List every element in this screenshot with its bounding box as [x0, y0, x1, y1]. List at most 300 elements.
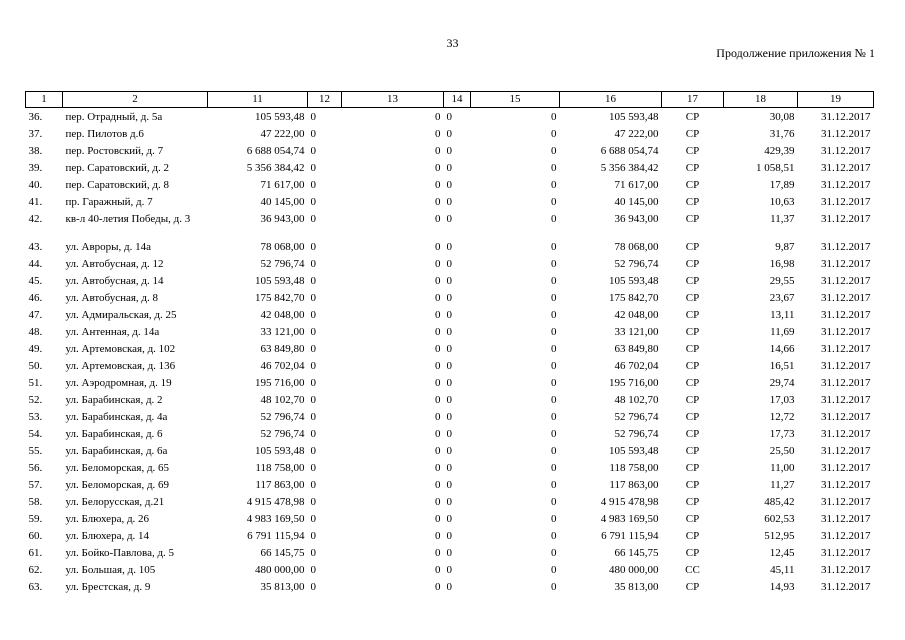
- value-col14: 0: [446, 512, 452, 525]
- address: ул. Автобусная, д. 14: [65, 274, 164, 287]
- address: ул. Барабинская, д. 6а: [65, 444, 168, 457]
- value-col12: 0: [310, 427, 316, 440]
- value-col13: 0: [435, 410, 441, 423]
- value-col14: 0: [446, 393, 452, 406]
- date-col19: 31.12.2017: [821, 212, 871, 225]
- row-number: 59.: [28, 512, 43, 525]
- table-row: [26, 210, 874, 238]
- value-col12: 0: [310, 376, 316, 389]
- amount-col16: 5 356 384,42: [600, 161, 659, 174]
- value-col18: 17,89: [769, 178, 795, 191]
- value-col12: 0: [310, 444, 316, 457]
- amount-col11: 36 943,00: [260, 212, 305, 225]
- address: пер. Саратовский, д. 8: [65, 178, 169, 191]
- address: пер. Саратовский, д. 2: [65, 161, 169, 174]
- date-col19: 31.12.2017: [821, 529, 871, 542]
- value-col12: 0: [310, 512, 316, 525]
- value-col12: 0: [310, 342, 316, 355]
- table-row: [26, 159, 874, 176]
- value-col15: 0: [551, 512, 557, 525]
- value-col13: 0: [435, 257, 441, 270]
- value-col14: 0: [446, 257, 452, 270]
- row-number: 63.: [28, 580, 43, 593]
- amount-col11: 66 145,75: [260, 546, 305, 559]
- value-col13: 0: [435, 495, 441, 508]
- value-col13: 0: [435, 274, 441, 287]
- value-col15: 0: [551, 580, 557, 593]
- amount-col16: 52 796,74: [614, 427, 659, 440]
- table-row: [26, 425, 874, 442]
- value-col18: 17,73: [769, 427, 795, 440]
- value-col14: 0: [446, 291, 452, 304]
- code-col17: СР: [685, 342, 700, 355]
- value-col18: 13,11: [770, 308, 795, 321]
- value-col15: 0: [551, 325, 557, 338]
- value-col18: 485,42: [764, 495, 795, 508]
- date-col19: 31.12.2017: [821, 359, 871, 372]
- code-col17: СР: [685, 546, 700, 559]
- code-col17: СР: [685, 410, 700, 423]
- data-table: [25, 91, 874, 595]
- value-col13: 0: [435, 563, 441, 576]
- value-col13: 0: [435, 529, 441, 542]
- code-col17: СР: [685, 512, 700, 525]
- code-col17: СР: [685, 393, 700, 406]
- value-col14: 0: [446, 240, 452, 253]
- amount-col16: 52 796,74: [614, 410, 659, 423]
- value-col12: 0: [310, 257, 316, 270]
- amount-col11: 195 716,00: [255, 376, 305, 389]
- row-number: 40.: [28, 178, 43, 191]
- table-row: [26, 125, 874, 142]
- row-number: 61.: [28, 546, 43, 559]
- address: ул. Антенная, д. 14а: [65, 325, 160, 338]
- amount-col16: 63 849,80: [614, 342, 659, 355]
- value-col15: 0: [551, 342, 557, 355]
- table-row: [26, 357, 874, 374]
- code-col17: СР: [685, 308, 700, 321]
- value-col18: 12,45: [769, 546, 795, 559]
- address: ул. Большая, д. 105: [65, 563, 156, 576]
- value-col12: 0: [310, 127, 316, 140]
- value-col15: 0: [551, 144, 557, 157]
- value-col15: 0: [551, 376, 557, 389]
- value-col15: 0: [551, 393, 557, 406]
- value-col13: 0: [435, 111, 441, 123]
- value-col14: 0: [446, 178, 452, 191]
- value-col12: 0: [310, 195, 316, 208]
- value-col13: 0: [435, 393, 441, 406]
- value-col13: 0: [435, 212, 441, 225]
- column-header: 2: [63, 92, 208, 108]
- row-number: 53.: [28, 410, 43, 423]
- table-row: [26, 408, 874, 425]
- table-header-row: [26, 92, 874, 108]
- code-col17: СР: [685, 376, 700, 389]
- value-col12: 0: [310, 308, 316, 321]
- date-col19: 31.12.2017: [821, 161, 871, 174]
- value-col18: 23,67: [769, 291, 795, 304]
- value-col14: 0: [446, 563, 452, 576]
- amount-col16: 4 915 478,98: [600, 495, 659, 508]
- table-row: [26, 374, 874, 391]
- address: пер. Ростовский, д. 7: [65, 144, 164, 157]
- value-col13: 0: [435, 342, 441, 355]
- value-col15: 0: [551, 257, 557, 270]
- value-col14: 0: [446, 195, 452, 208]
- address: ул. Артемовская, д. 136: [65, 359, 176, 372]
- value-col13: 0: [435, 178, 441, 191]
- value-col13: 0: [435, 478, 441, 491]
- value-col15: 0: [551, 240, 557, 253]
- amount-col11: 4 983 169,50: [246, 512, 305, 525]
- row-number: 36.: [28, 111, 43, 123]
- code-col17: СР: [685, 444, 700, 457]
- value-col12: 0: [310, 240, 316, 253]
- table-row: [26, 289, 874, 306]
- row-number: 45.: [28, 274, 43, 287]
- amount-col11: 42 048,00: [260, 308, 305, 321]
- column-header: 14: [444, 92, 471, 108]
- value-col15: 0: [551, 444, 557, 457]
- date-col19: 31.12.2017: [821, 195, 871, 208]
- date-col19: 31.12.2017: [821, 240, 871, 253]
- value-col13: 0: [435, 127, 441, 140]
- table-row: [26, 340, 874, 357]
- value-col13: 0: [435, 161, 441, 174]
- column-header: 16: [560, 92, 662, 108]
- value-col14: 0: [446, 444, 452, 457]
- date-col19: 31.12.2017: [821, 546, 871, 559]
- amount-col16: 195 716,00: [609, 376, 659, 389]
- value-col14: 0: [446, 495, 452, 508]
- value-col15: 0: [551, 410, 557, 423]
- value-col18: 1 058,51: [756, 161, 795, 174]
- value-col14: 0: [446, 410, 452, 423]
- value-col14: 0: [446, 529, 452, 542]
- amount-col16: 48 102,70: [614, 393, 659, 406]
- table-row: [26, 238, 874, 255]
- table-row: [26, 306, 874, 323]
- value-col14: 0: [446, 427, 452, 440]
- table-row: [26, 510, 874, 527]
- value-col12: 0: [310, 580, 316, 593]
- date-col19: 31.12.2017: [821, 342, 871, 355]
- value-col14: 0: [446, 359, 452, 372]
- address: ул. Барабинская, д. 4а: [65, 410, 168, 423]
- code-col17: СР: [685, 144, 700, 157]
- row-number: 55.: [28, 444, 43, 457]
- value-col13: 0: [435, 512, 441, 525]
- date-col19: 31.12.2017: [821, 127, 871, 140]
- table-row: [26, 459, 874, 476]
- code-col17: СР: [685, 111, 700, 123]
- amount-col16: 175 842,70: [609, 291, 659, 304]
- table-row: [26, 193, 874, 210]
- value-col14: 0: [446, 274, 452, 287]
- address: ул. Беломорская, д. 69: [65, 478, 170, 491]
- column-header: 1: [26, 92, 63, 108]
- column-header: 13: [342, 92, 444, 108]
- amount-col11: 5 356 384,42: [246, 161, 305, 174]
- value-col18: 512,95: [764, 529, 795, 542]
- date-col19: 31.12.2017: [821, 291, 871, 304]
- amount-col11: 6 791 115,94: [247, 529, 305, 542]
- value-col12: 0: [310, 461, 316, 474]
- value-col15: 0: [551, 161, 557, 174]
- amount-col16: 35 813,00: [614, 580, 659, 593]
- code-col17: СР: [685, 195, 700, 208]
- amount-col11: 33 121,00: [260, 325, 305, 338]
- value-col13: 0: [435, 240, 441, 253]
- value-col18: 14,93: [769, 580, 795, 593]
- code-col17: СР: [685, 212, 700, 225]
- code-col17: СР: [685, 495, 700, 508]
- amount-col11: 52 796,74: [260, 410, 305, 423]
- amount-col11: 117 863,00: [255, 478, 305, 491]
- value-col13: 0: [435, 195, 441, 208]
- amount-col11: 48 102,70: [260, 393, 305, 406]
- column-header: 15: [471, 92, 560, 108]
- value-col15: 0: [551, 291, 557, 304]
- row-number: 50.: [28, 359, 43, 372]
- date-col19: 31.12.2017: [821, 274, 871, 287]
- address: кв-л 40-летия Победы, д. 3: [65, 212, 191, 225]
- code-col17: СР: [685, 178, 700, 191]
- value-col14: 0: [446, 342, 452, 355]
- amount-col11: 4 915 478,98: [246, 495, 305, 508]
- column-header: 18: [724, 92, 798, 108]
- code-col17: СР: [685, 291, 700, 304]
- code-col17: СР: [685, 257, 700, 270]
- value-col15: 0: [551, 546, 557, 559]
- code-col17: СР: [685, 274, 700, 287]
- value-col18: 29,74: [769, 376, 795, 389]
- amount-col16: 78 068,00: [614, 240, 659, 253]
- value-col18: 29,55: [769, 274, 795, 287]
- value-col18: 16,51: [769, 359, 795, 372]
- value-col18: 11,27: [770, 478, 795, 491]
- value-col14: 0: [446, 212, 452, 225]
- amount-col16: 71 617,00: [614, 178, 659, 191]
- value-col13: 0: [435, 144, 441, 157]
- column-header: 11: [208, 92, 308, 108]
- table-row: [26, 527, 874, 544]
- value-col14: 0: [446, 161, 452, 174]
- value-col15: 0: [551, 359, 557, 372]
- value-col14: 0: [446, 580, 452, 593]
- code-col17: СР: [685, 325, 700, 338]
- value-col15: 0: [551, 127, 557, 140]
- row-number: 56.: [28, 461, 43, 474]
- column-header: 12: [308, 92, 342, 108]
- amount-col16: 6 791 115,94: [601, 529, 659, 542]
- value-col15: 0: [551, 461, 557, 474]
- column-header: 17: [662, 92, 724, 108]
- code-col17: СР: [685, 427, 700, 440]
- address: ул. Авроры, д. 14а: [65, 240, 152, 253]
- address: пер. Пилотов д.6: [65, 127, 144, 140]
- amount-col11: 105 593,48: [255, 274, 305, 287]
- address: ул. Аэродромная, д. 19: [65, 376, 172, 389]
- address: пр. Гаражный, д. 7: [65, 195, 153, 208]
- value-col18: 17,03: [769, 393, 795, 406]
- value-col12: 0: [310, 144, 316, 157]
- amount-col16: 117 863,00: [609, 478, 659, 491]
- table-body: [26, 108, 874, 595]
- value-col18: 14,66: [769, 342, 795, 355]
- value-col15: 0: [551, 478, 557, 491]
- value-col12: 0: [310, 563, 316, 576]
- value-col15: 0: [551, 274, 557, 287]
- row-number: 54.: [28, 427, 43, 440]
- appendix-note: Продолжение приложения № 1: [716, 46, 875, 60]
- value-col12: 0: [310, 495, 316, 508]
- amount-col16: 105 593,48: [609, 274, 659, 287]
- table-row: [26, 255, 874, 272]
- date-col19: 31.12.2017: [821, 308, 871, 321]
- amount-col11: 46 702,04: [260, 359, 305, 372]
- address: ул. Бойко-Павлова, д. 5: [65, 546, 175, 559]
- row-number: 39.: [28, 161, 43, 174]
- value-col15: 0: [551, 195, 557, 208]
- address: ул. Автобусная, д. 12: [65, 257, 164, 270]
- value-col14: 0: [446, 325, 452, 338]
- table-row: [26, 493, 874, 510]
- value-col18: 25,50: [769, 444, 795, 457]
- value-col18: 11,37: [770, 212, 795, 225]
- value-col12: 0: [310, 410, 316, 423]
- address: ул. Белорусская, д.21: [65, 495, 165, 508]
- amount-col16: 52 796,74: [614, 257, 659, 270]
- value-col15: 0: [551, 178, 557, 191]
- date-col19: 31.12.2017: [821, 111, 871, 123]
- column-header: 19: [798, 92, 874, 108]
- row-number: 37.: [28, 127, 43, 140]
- amount-col16: 36 943,00: [614, 212, 659, 225]
- amount-col16: 6 688 054,74: [600, 144, 659, 157]
- value-col14: 0: [446, 478, 452, 491]
- table-row: [26, 476, 874, 493]
- amount-col11: 52 796,74: [260, 427, 305, 440]
- value-col14: 0: [446, 546, 452, 559]
- value-col18: 429,39: [764, 144, 795, 157]
- amount-col16: 105 593,48: [609, 444, 659, 457]
- row-number: 52.: [28, 393, 43, 406]
- value-col15: 0: [551, 308, 557, 321]
- value-col12: 0: [310, 393, 316, 406]
- row-number: 43.: [28, 240, 43, 253]
- date-col19: 31.12.2017: [821, 257, 871, 270]
- amount-col16: 66 145,75: [614, 546, 659, 559]
- address: ул. Барабинская, д. 2: [65, 393, 163, 406]
- value-col12: 0: [310, 359, 316, 372]
- value-col15: 0: [551, 563, 557, 576]
- date-col19: 31.12.2017: [821, 410, 871, 423]
- value-col12: 0: [310, 178, 316, 191]
- amount-col16: 46 702,04: [614, 359, 659, 372]
- value-col14: 0: [446, 144, 452, 157]
- amount-col16: 480 000,00: [609, 563, 659, 576]
- value-col14: 0: [446, 111, 452, 123]
- row-number: 49.: [28, 342, 43, 355]
- table-row: [26, 176, 874, 193]
- table-row: [26, 544, 874, 561]
- date-col19: 31.12.2017: [821, 580, 871, 593]
- amount-col11: 47 222,00: [260, 127, 305, 140]
- value-col13: 0: [435, 580, 441, 593]
- amount-col16: 4 983 169,50: [600, 512, 659, 525]
- date-col19: 31.12.2017: [821, 461, 871, 474]
- amount-col16: 42 048,00: [614, 308, 659, 321]
- value-col13: 0: [435, 427, 441, 440]
- address: ул. Адмиральская, д. 25: [65, 308, 177, 321]
- amount-col11: 480 000,00: [255, 563, 305, 576]
- row-number: 46.: [28, 291, 43, 304]
- amount-col11: 71 617,00: [260, 178, 305, 191]
- date-col19: 31.12.2017: [821, 144, 871, 157]
- table-row: [26, 578, 874, 595]
- value-col13: 0: [435, 308, 441, 321]
- date-col19: 31.12.2017: [821, 178, 871, 191]
- row-number: 51.: [28, 376, 43, 389]
- date-col19: 31.12.2017: [821, 444, 871, 457]
- value-col12: 0: [310, 325, 316, 338]
- amount-col11: 52 796,74: [260, 257, 305, 270]
- row-number: 42.: [28, 212, 43, 225]
- value-col18: 30,08: [769, 111, 795, 123]
- row-number: 62.: [28, 563, 43, 576]
- value-col13: 0: [435, 359, 441, 372]
- value-col15: 0: [551, 111, 557, 123]
- date-col19: 31.12.2017: [821, 563, 871, 576]
- table-row: [26, 142, 874, 159]
- table-row: [26, 561, 874, 578]
- code-col17: СР: [685, 529, 700, 542]
- code-col17: СС: [685, 563, 700, 576]
- value-col13: 0: [435, 291, 441, 304]
- table-row: [26, 442, 874, 459]
- row-number: 44.: [28, 257, 43, 270]
- row-number: 48.: [28, 325, 43, 338]
- date-col19: 31.12.2017: [821, 512, 871, 525]
- value-col18: 31,76: [769, 127, 795, 140]
- value-col13: 0: [435, 325, 441, 338]
- date-col19: 31.12.2017: [821, 393, 871, 406]
- amount-col16: 47 222,00: [614, 127, 659, 140]
- row-number: 60.: [28, 529, 43, 542]
- date-col19: 31.12.2017: [821, 325, 871, 338]
- date-col19: 31.12.2017: [821, 495, 871, 508]
- value-col13: 0: [435, 546, 441, 559]
- value-col14: 0: [446, 308, 452, 321]
- code-col17: СР: [685, 240, 700, 253]
- code-col17: СР: [685, 161, 700, 174]
- row-number: 41.: [28, 195, 43, 208]
- row-number: 57.: [28, 478, 43, 491]
- value-col13: 0: [435, 461, 441, 474]
- value-col12: 0: [310, 274, 316, 287]
- row-number: 58.: [28, 495, 43, 508]
- value-col18: 602,53: [764, 512, 795, 525]
- value-col13: 0: [435, 376, 441, 389]
- amount-col16: 105 593,48: [609, 111, 659, 123]
- amount-col11: 118 758,00: [255, 461, 305, 474]
- address: ул. Блюхера, д. 14: [65, 529, 150, 542]
- code-col17: СР: [685, 580, 700, 593]
- address: пер. Отрадный, д. 5а: [65, 111, 163, 123]
- amount-col11: 63 849,80: [260, 342, 305, 355]
